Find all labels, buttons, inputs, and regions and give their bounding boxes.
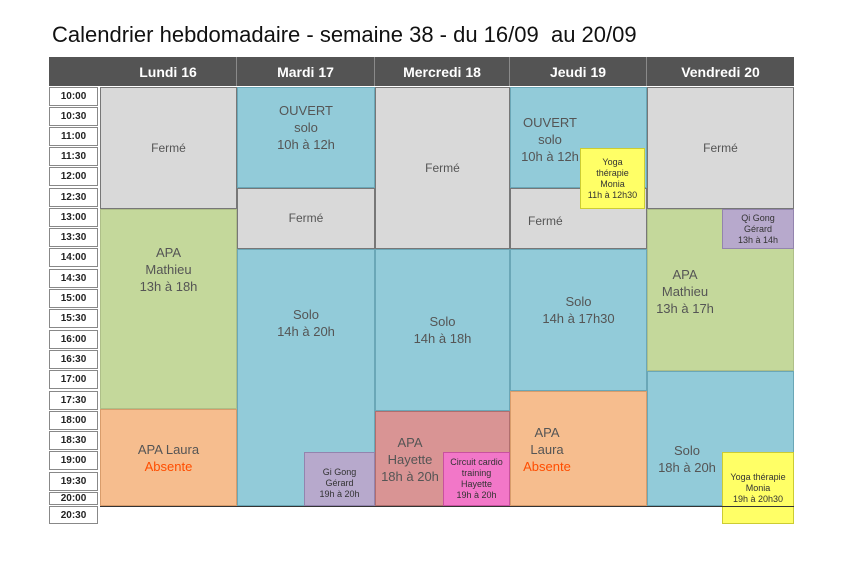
event-text: Hayette	[460, 479, 493, 489]
event-text: thérapie	[596, 167, 629, 178]
day-header-mercredi: Mercredi 18	[375, 57, 510, 86]
event-jeudi-solo[interactable]	[510, 249, 647, 391]
absent-label: Absente	[523, 459, 571, 474]
event-text: 11h à 12h30	[587, 189, 638, 200]
event-text: Solo	[673, 443, 701, 458]
event-text: Monia	[745, 482, 771, 493]
event-text: Mathieu	[661, 284, 709, 299]
time-label: 13:00	[49, 208, 98, 227]
event-text: Solo	[292, 306, 320, 322]
event-text: Laura	[530, 442, 564, 457]
event-text: 19h à 20h30	[732, 493, 784, 504]
event-text: Gérard	[743, 223, 772, 234]
page-title: Calendrier hebdomadaire - semaine 38 - du 16/09 au 20/09	[52, 22, 637, 47]
time-label: 16:00	[49, 330, 98, 349]
event-text: 13h à 17h	[656, 301, 714, 316]
time-label: 14:00	[49, 248, 98, 267]
time-label: 19:00	[49, 451, 98, 470]
event-text: Hayette	[387, 452, 433, 467]
time-label: 12:00	[49, 167, 98, 186]
time-label: 19:30	[49, 472, 98, 491]
event-text: 13h à 14h	[737, 234, 779, 245]
time-label: 15:30	[49, 309, 98, 328]
event-text: APA Laura	[137, 441, 200, 457]
event-text: Fermé	[288, 211, 324, 225]
time-label: 10:00	[49, 87, 98, 106]
event-text: APA	[397, 435, 423, 450]
event-text: 14h à 20h	[277, 323, 335, 339]
event-text: OUVERT	[279, 103, 333, 118]
event-text: APA	[672, 267, 698, 282]
day-header-jeudi: Jeudi 19	[510, 57, 647, 86]
time-label: 12:30	[49, 188, 98, 207]
absent-label: Absente	[144, 458, 193, 474]
event-vendredi-ferme[interactable]	[647, 87, 794, 209]
time-label: 11:30	[49, 147, 98, 166]
event-text: Gérard	[325, 477, 354, 488]
event-text: Circuit cardio	[450, 457, 503, 467]
event-text: 10h à 12h	[277, 137, 335, 152]
event-lundi-apa[interactable]	[100, 209, 237, 409]
time-label: 17:30	[49, 391, 98, 410]
day-header-vendredi: Vendredi 20	[681, 63, 760, 80]
event-jeudi-apa-laura[interactable]	[510, 391, 647, 506]
event-text: 14h à 17h30	[542, 311, 615, 326]
event-text: Fermé	[151, 140, 186, 155]
time-label: 18:30	[49, 431, 98, 450]
event-text: OUVERT	[523, 115, 577, 130]
event-text: Fermé	[425, 160, 460, 175]
time-label: 14:30	[49, 269, 98, 288]
event-text: Fermé	[528, 214, 563, 228]
event-text: 18h à 20h	[658, 460, 716, 475]
event-mercredi-solo[interactable]	[375, 249, 510, 411]
day-header-lundi: Lundi 16	[100, 57, 237, 86]
event-text: Solo	[429, 314, 456, 329]
event-text: Monia	[600, 178, 625, 189]
time-label: 10:30	[49, 107, 98, 126]
time-label: 13:30	[49, 228, 98, 247]
event-text: Mathieu	[145, 261, 192, 277]
event-text: 19h à 20h	[319, 488, 360, 499]
event-text: 14h à 18h	[413, 331, 472, 346]
time-label: 15:00	[49, 289, 98, 308]
event-mardi-qigong[interactable]	[304, 452, 375, 506]
event-text: 13h à 18h	[139, 278, 198, 294]
event-lundi-apa-laura[interactable]	[100, 409, 237, 506]
time-label: 16:30	[49, 350, 98, 369]
event-text: Yoga thérapie	[730, 471, 786, 482]
event-mardi-ouvert[interactable]	[237, 87, 375, 188]
bottom-divider	[100, 506, 794, 507]
event-text: APA	[534, 425, 560, 440]
time-label: 18:00	[49, 411, 98, 430]
time-label: 11:00	[49, 127, 98, 146]
event-mardi-ferme[interactable]	[237, 188, 375, 249]
event-text: Yoga	[602, 156, 623, 167]
time-label: 17:00	[49, 370, 98, 389]
event-text: Solo	[565, 294, 592, 309]
event-text: 19h à 20h	[456, 490, 497, 500]
event-text: APA	[155, 244, 182, 260]
event-text: Qi Gong	[741, 212, 775, 223]
event-mercredi-circuit-cardio[interactable]	[443, 452, 510, 506]
event-text: training	[461, 468, 492, 478]
event-vendredi-yoga[interactable]	[722, 452, 794, 524]
event-jeudi-yoga[interactable]	[580, 148, 645, 209]
event-text: 18h à 20h	[381, 469, 439, 484]
event-mercredi-ferme[interactable]	[375, 87, 510, 249]
time-label: 20:00	[49, 492, 98, 505]
event-text: solo	[294, 120, 318, 135]
time-label: 20:30	[49, 506, 98, 524]
event-text: Gi Gong	[322, 466, 357, 477]
event-text: 10h à 12h	[521, 149, 579, 164]
event-text: Fermé	[703, 140, 738, 155]
event-text: solo	[538, 132, 562, 147]
event-vendredi-qigong[interactable]	[722, 209, 794, 249]
event-lundi-ferme[interactable]	[100, 87, 237, 209]
day-header-mardi: Mardi 17	[237, 57, 375, 86]
